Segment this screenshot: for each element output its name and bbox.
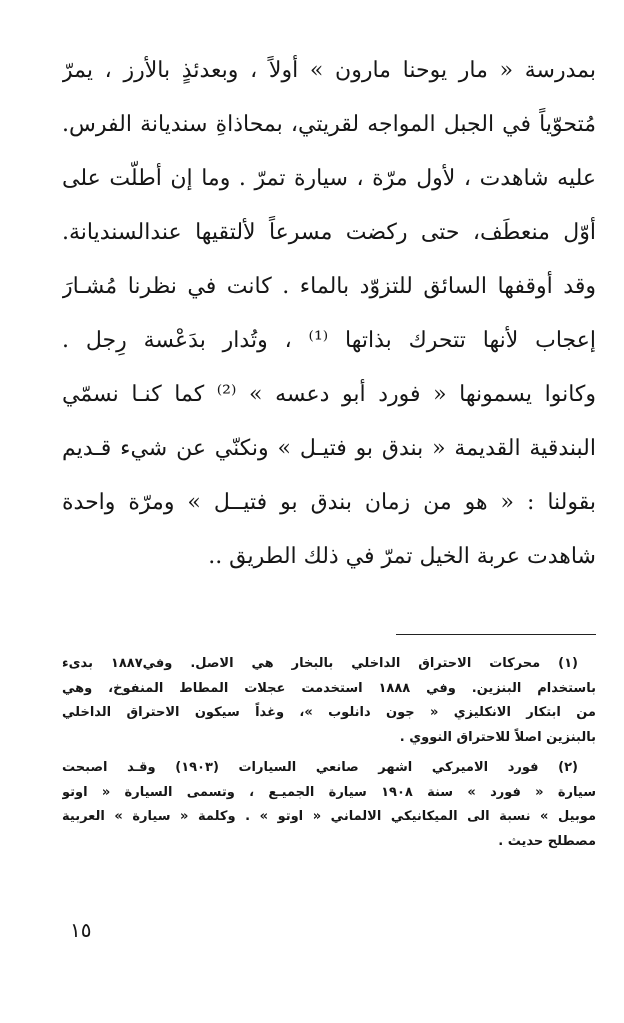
page-number: ١٥ bbox=[70, 918, 92, 942]
footnote-line: من ابتكار الانكليزي « جون دانلوب »، وغداً سيكون الاحتراق الداخلي bbox=[62, 705, 596, 720]
footnote-line: بالبنزين اصلاً للاحتراق النووي . bbox=[399, 729, 596, 745]
body-line: وقد أوقفها السائق للتزوّد بالماء . كانت في نظرنا مُشـارَ bbox=[62, 274, 596, 299]
footnote-line: مصطلح حديث . bbox=[498, 833, 596, 849]
body-line: عليه شاهدت ، لأول مرّة ، سيارة تمرّ . وما إن أطلّت على bbox=[62, 166, 596, 191]
body-line: البندقية القديمة « بندق بو فتيـل » ونكنّي عن شيء قـديم bbox=[62, 436, 596, 461]
footnote-line: موبيل » نسبة الى الميكانيكي الالماني « اوتو » . وكلمة « سيارة » العربية bbox=[62, 809, 596, 824]
body-line: مُتحوّياً في الجبل المواجه لقريتي، بمحاذاةِ سنديانة الفرس. bbox=[62, 112, 596, 137]
body-line: بقولنا : « هو من زمان بندق بو فتيــل » ومرّة واحدة bbox=[62, 490, 596, 515]
footnote-2 bbox=[62, 756, 596, 854]
body-line: وكانوا يسمونها « فورد أبو دعسه » ⁽²⁾ كما كنـا نسمّي bbox=[62, 382, 596, 407]
body-line: شاهدت عربة الخيل تمرّ في ذلك الطريق .. bbox=[208, 544, 596, 569]
body-line: بمدرسة « مار يوحنا مارون » أولاً ، وبعدئذٍ بالأرز ، يمرّ bbox=[62, 58, 596, 83]
footnotes bbox=[62, 652, 596, 854]
footnote-divider bbox=[396, 634, 596, 635]
footnote-line: باستخدام البنزين. وفي ١٨٨٨ استخدمت عجلات المطاط المنفوخ، وهي bbox=[62, 680, 596, 696]
footnote-1 bbox=[62, 652, 596, 750]
footnote-line: (٢) فورد الاميركي اشهر صانعي السيارات (١٩٠٣) وقـد اصبحت bbox=[62, 760, 578, 775]
body-line: أوّل منعطَف، حتى ركضت مسرعاً لألتقيها عندالسنديانة. bbox=[62, 220, 596, 245]
body-line: إعجاب لأنها تتحرك بذاتها ⁽¹⁾ ، وتُدار بدَعْسة رِجل . bbox=[62, 328, 596, 353]
body-text bbox=[62, 44, 596, 584]
footnote-line: (١) محركات الاحتراق الداخلي بالبخار هي الاصل. وفي١٨٨٧ بدىء bbox=[62, 656, 578, 671]
footnote-line: سيارة « فورد » سنة ١٩٠٨ سيارة الجميـع ، وتسمى السيارة « اوتو bbox=[62, 784, 596, 800]
